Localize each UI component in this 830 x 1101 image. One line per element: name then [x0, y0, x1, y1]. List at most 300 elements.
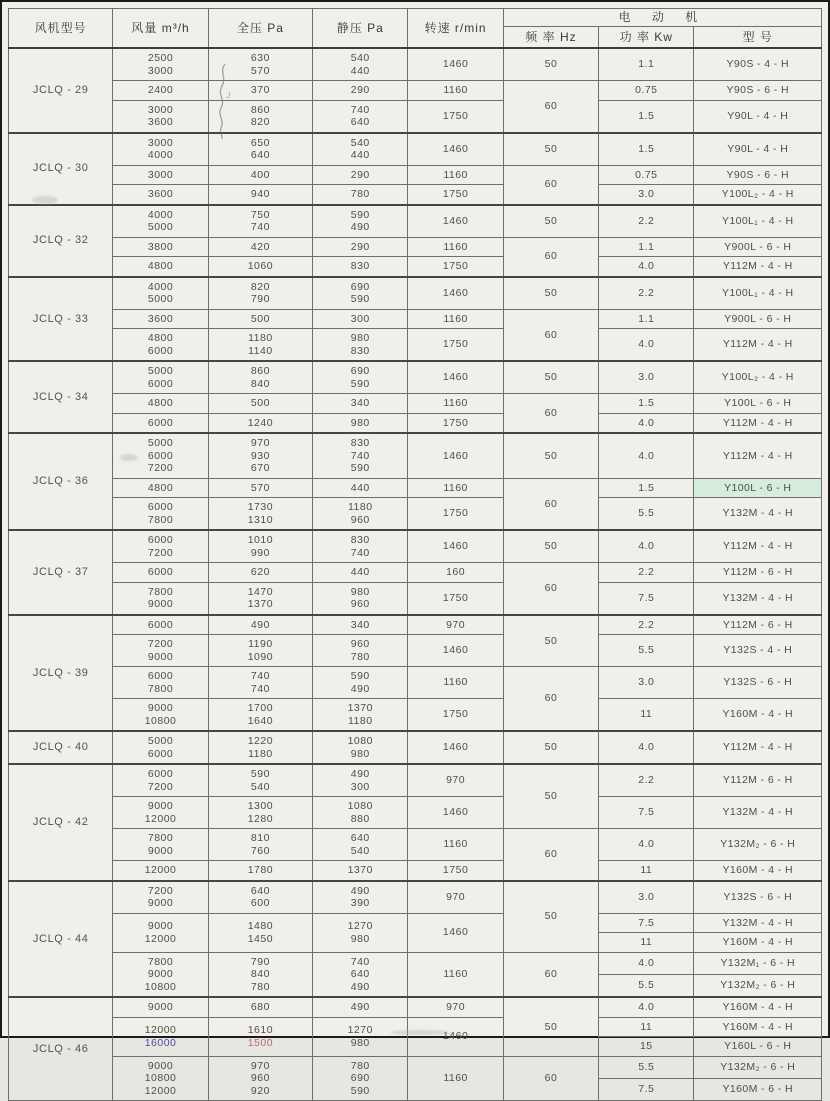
total-pressure-cell: 1220 1180 — [208, 731, 312, 764]
table-row — [9, 413, 822, 433]
frequency-cell: 50 — [503, 764, 598, 829]
table-row — [9, 394, 822, 414]
frequency-cell: 60 — [503, 165, 598, 205]
speed-cell: 1750 — [408, 582, 503, 615]
frequency-cell: 60 — [503, 563, 598, 615]
motor-model-cell: Y112M - 4 - H — [694, 731, 822, 764]
table-row — [9, 530, 822, 563]
total-pressure-cell: 640 600 — [208, 881, 312, 914]
table-row — [9, 582, 822, 615]
air-volume-cell: 6000 7800 — [113, 498, 208, 531]
header-motor-model: 型 号 — [694, 26, 822, 48]
table-row — [9, 861, 822, 881]
speed-cell: 1460 — [408, 361, 503, 394]
speed-cell: 1750 — [408, 498, 503, 531]
speed-cell: 1750 — [408, 413, 503, 433]
header-motor-group: 电 动 机 — [503, 9, 821, 27]
power-cell: 7.5 — [599, 913, 694, 933]
static-pressure-cell: 740 640 490 — [313, 952, 408, 997]
speed-cell: 970 — [408, 764, 503, 797]
table-row — [9, 667, 822, 699]
power-cell: 1.5 — [599, 100, 694, 133]
motor-model-cell: Y900L - 6 - H — [694, 237, 822, 257]
motor-model-cell: Y112M - 4 - H — [694, 530, 822, 563]
frequency-cell: 60 — [503, 1056, 598, 1101]
air-volume-cell: 7800 9000 — [113, 829, 208, 861]
motor-model-cell: Y160M - 4 - H — [694, 933, 822, 953]
table-row — [9, 498, 822, 531]
motor-model-cell: Y132M₂ - 6 - H — [694, 974, 822, 997]
speed-cell: 1460 — [408, 277, 503, 310]
header-air-volume: 风量 m³/h — [113, 9, 208, 49]
header-frequency: 频 率 Hz — [503, 26, 598, 48]
total-pressure-cell: 1780 — [208, 861, 312, 881]
air-volume-cell: 9000 10800 — [113, 699, 208, 732]
motor-model-cell: Y90L - 4 - H — [694, 133, 822, 166]
table-row — [9, 1056, 822, 1078]
power-cell: 1.1 — [599, 309, 694, 329]
table-row — [9, 48, 822, 81]
frequency-cell: 60 — [503, 478, 598, 530]
motor-model-cell: Y132M₂ - 6 - H — [694, 1056, 822, 1078]
table-row — [9, 100, 822, 133]
frequency-cell: 50 — [503, 731, 598, 764]
frequency-cell: 50 — [503, 433, 598, 478]
air-volume-cell: 3000 4000 — [113, 133, 208, 166]
total-pressure-cell: 810 760 — [208, 829, 312, 861]
total-pressure-cell: 420 — [208, 237, 312, 257]
speed-cell: 1750 — [408, 329, 503, 362]
motor-model-cell: Y160M - 4 - H — [694, 1017, 822, 1037]
frequency-cell: 60 — [503, 81, 598, 133]
frequency-cell: 50 — [503, 997, 598, 1056]
total-pressure-cell: 1700 1640 — [208, 699, 312, 732]
table-row — [9, 478, 822, 498]
speed-cell: 1460 — [408, 1017, 503, 1056]
speed-cell: 1460 — [408, 133, 503, 166]
power-cell: 4.0 — [599, 952, 694, 974]
power-cell: 3.0 — [599, 881, 694, 914]
fan-spec-table — [8, 8, 822, 1101]
air-volume-cell: 3600 — [113, 185, 208, 205]
motor-model-cell: Y90S - 6 - H — [694, 165, 822, 185]
air-volume-cell: 12000 — [113, 861, 208, 881]
static-pressure-cell: 640 540 — [313, 829, 408, 861]
power-cell: 4.0 — [599, 829, 694, 861]
static-pressure-cell: 540 440 — [313, 133, 408, 166]
table-row — [9, 185, 822, 205]
table-row — [9, 797, 822, 829]
power-cell: 2.2 — [599, 764, 694, 797]
table-row — [9, 635, 822, 667]
table-row — [9, 829, 822, 861]
power-cell: 2.2 — [599, 277, 694, 310]
total-pressure-cell: 1480 1450 — [208, 913, 312, 952]
air-volume-cell: 4800 — [113, 478, 208, 498]
table-row — [9, 133, 822, 166]
power-cell: 4.0 — [599, 997, 694, 1017]
air-volume-cell: 4800 — [113, 257, 208, 277]
total-pressure-cell: 630 570 — [208, 48, 312, 81]
motor-model-cell: Y100L - 6 - H — [694, 478, 822, 498]
table-row — [9, 563, 822, 583]
speed-cell: 1160 — [408, 309, 503, 329]
total-pressure-cell: 1180 1140 — [208, 329, 312, 362]
table-row — [9, 615, 822, 635]
speed-cell: 1160 — [408, 829, 503, 861]
air-volume-cell: 6000 7200 — [113, 764, 208, 797]
motor-model-cell: Y112M - 4 - H — [694, 433, 822, 478]
air-volume-cell: 9000 12000 — [113, 797, 208, 829]
power-cell: 11 — [599, 699, 694, 732]
table-row — [9, 205, 822, 238]
frequency-cell: 60 — [503, 667, 598, 732]
fan-model-cell: JCLQ - 46 — [9, 997, 113, 1101]
static-pressure-cell: 780 690 590 — [313, 1056, 408, 1101]
motor-model-cell: Y132M - 4 - H — [694, 582, 822, 615]
motor-model-cell: Y132M₁ - 6 - H — [694, 952, 822, 974]
speed-cell: 1160 — [408, 394, 503, 414]
static-pressure-cell: 690 590 — [313, 277, 408, 310]
static-pressure-cell: 440 — [313, 563, 408, 583]
motor-model-cell: Y132M - 4 - H — [694, 913, 822, 933]
static-pressure-cell: 490 300 — [313, 764, 408, 797]
air-volume-cell: 4000 5000 — [113, 205, 208, 238]
static-pressure-cell: 980 830 — [313, 329, 408, 362]
total-pressure-cell: 970 960 920 — [208, 1056, 312, 1101]
speed-cell: 970 — [408, 881, 503, 914]
speed-cell: 1160 — [408, 667, 503, 699]
total-pressure-cell: 860 840 — [208, 361, 312, 394]
static-pressure-cell: 980 — [313, 413, 408, 433]
table-row — [9, 731, 822, 764]
air-volume-cell: 3000 — [113, 165, 208, 185]
static-pressure-cell: 290 — [313, 81, 408, 101]
speed-cell: 1460 — [408, 731, 503, 764]
static-pressure-cell: 1370 1180 — [313, 699, 408, 732]
static-pressure-cell: 830 740 — [313, 530, 408, 563]
air-volume-cell: 3800 — [113, 237, 208, 257]
motor-model-cell: Y132S - 6 - H — [694, 667, 822, 699]
motor-model-cell: Y132S - 6 - H — [694, 881, 822, 914]
air-volume-cell: 4800 6000 — [113, 329, 208, 362]
air-volume-cell: 6000 7200 — [113, 530, 208, 563]
header-fan-model: 风机型号 — [9, 9, 113, 49]
air-volume-cell: 3600 — [113, 309, 208, 329]
fan-model-cell: JCLQ - 37 — [9, 530, 113, 615]
table-row — [9, 81, 822, 101]
power-cell: 7.5 — [599, 797, 694, 829]
table-row — [9, 699, 822, 732]
motor-model-cell: Y112M - 6 - H — [694, 563, 822, 583]
static-pressure-cell: 490 — [313, 997, 408, 1017]
power-cell: 4.0 — [599, 530, 694, 563]
power-cell: 4.0 — [599, 433, 694, 478]
total-pressure-cell: 500 — [208, 309, 312, 329]
air-volume-cell: 7800 9000 10800 — [113, 952, 208, 997]
total-pressure-cell: 1610 1500 — [208, 1017, 312, 1056]
table-row — [9, 997, 822, 1017]
speed-cell: 1160 — [408, 952, 503, 997]
frequency-cell: 50 — [503, 361, 598, 394]
power-cell: 0.75 — [599, 81, 694, 101]
total-pressure-cell: 370 — [208, 81, 312, 101]
air-volume-cell: 5000 6000 — [113, 731, 208, 764]
total-pressure-cell: 970 930 670 — [208, 433, 312, 478]
air-volume-cell: 6000 7800 — [113, 667, 208, 699]
power-cell: 11 — [599, 1017, 694, 1037]
total-pressure-cell: 490 — [208, 615, 312, 635]
power-cell: 11 — [599, 933, 694, 953]
power-cell: 5.5 — [599, 1056, 694, 1078]
air-volume-cell: 4800 — [113, 394, 208, 414]
static-pressure-cell: 830 — [313, 257, 408, 277]
motor-model-cell: Y160M - 4 - H — [694, 997, 822, 1017]
table-row — [9, 952, 822, 974]
power-cell: 1.5 — [599, 394, 694, 414]
motor-model-cell: Y90S - 6 - H — [694, 81, 822, 101]
speed-cell: 1160 — [408, 237, 503, 257]
motor-model-cell: Y90S - 4 - H — [694, 48, 822, 81]
total-pressure-cell: 680 — [208, 997, 312, 1017]
motor-model-cell: Y132S - 4 - H — [694, 635, 822, 667]
motor-model-cell: Y132M₂ - 6 - H — [694, 829, 822, 861]
motor-model-cell: Y100L₂ - 4 - H — [694, 185, 822, 205]
motor-model-cell: Y112M - 4 - H — [694, 257, 822, 277]
air-volume-cell: 6000 — [113, 563, 208, 583]
frequency-cell: 50 — [503, 881, 598, 953]
header-speed: 转速 r/min — [408, 9, 503, 49]
air-volume-cell: 12000 16000 — [113, 1017, 208, 1056]
total-pressure-cell: 1190 1090 — [208, 635, 312, 667]
table-row — [9, 237, 822, 257]
air-volume-cell: 3000 3600 — [113, 100, 208, 133]
table-body — [9, 48, 822, 1101]
frequency-cell: 50 — [503, 133, 598, 166]
static-pressure-cell: 1270 980 — [313, 1017, 408, 1056]
air-volume-cell: 6000 — [113, 413, 208, 433]
speed-cell: 1160 — [408, 81, 503, 101]
air-volume-cell: 9000 10800 12000 — [113, 1056, 208, 1101]
speed-cell: 1460 — [408, 530, 503, 563]
table-row — [9, 329, 822, 362]
speed-cell: 1460 — [408, 797, 503, 829]
air-volume-cell: 7200 9000 — [113, 635, 208, 667]
total-pressure-cell: 860 820 — [208, 100, 312, 133]
frequency-cell: 60 — [503, 394, 598, 434]
static-pressure-cell: 540 440 — [313, 48, 408, 81]
motor-model-cell: Y90L - 4 - H — [694, 100, 822, 133]
power-cell: 1.5 — [599, 133, 694, 166]
motor-model-cell: Y100L₂ - 4 - H — [694, 361, 822, 394]
table-row — [9, 257, 822, 277]
total-pressure-cell: 820 790 — [208, 277, 312, 310]
motor-model-cell: Y112M - 6 - H — [694, 615, 822, 635]
total-pressure-cell: 790 840 780 — [208, 952, 312, 997]
motor-model-cell: Y112M - 6 - H — [694, 764, 822, 797]
total-pressure-cell: 940 — [208, 185, 312, 205]
speed-cell: 1160 — [408, 1056, 503, 1101]
speed-cell: 1460 — [408, 913, 503, 952]
power-cell: 11 — [599, 861, 694, 881]
frequency-cell: 50 — [503, 277, 598, 310]
total-pressure-cell: 740 740 — [208, 667, 312, 699]
power-cell: 4.0 — [599, 257, 694, 277]
fan-model-cell: JCLQ - 44 — [9, 881, 113, 998]
table-row — [9, 165, 822, 185]
speed-cell: 160 — [408, 563, 503, 583]
power-cell: 1.1 — [599, 237, 694, 257]
power-cell: 0.75 — [599, 165, 694, 185]
power-cell: 1.1 — [599, 48, 694, 81]
air-volume-cell: 2500 3000 — [113, 48, 208, 81]
static-pressure-cell: 590 490 — [313, 205, 408, 238]
frequency-cell: 60 — [503, 829, 598, 881]
static-pressure-cell: 1080 880 — [313, 797, 408, 829]
static-pressure-cell: 740 640 — [313, 100, 408, 133]
total-pressure-cell: 620 — [208, 563, 312, 583]
total-pressure-cell: 650 640 — [208, 133, 312, 166]
speed-cell: 1750 — [408, 185, 503, 205]
air-volume-cell: 5000 6000 7200 — [113, 433, 208, 478]
motor-model-cell: Y900L - 6 - H — [694, 309, 822, 329]
table-row — [9, 1017, 822, 1037]
frequency-cell: 50 — [503, 205, 598, 238]
fan-model-cell: JCLQ - 32 — [9, 205, 113, 277]
power-cell: 3.0 — [599, 667, 694, 699]
fan-model-cell: JCLQ - 40 — [9, 731, 113, 764]
power-cell: 5.5 — [599, 635, 694, 667]
speed-cell: 1460 — [408, 48, 503, 81]
frequency-cell: 60 — [503, 309, 598, 361]
power-cell: 5.5 — [599, 498, 694, 531]
static-pressure-cell: 780 — [313, 185, 408, 205]
static-pressure-cell: 340 — [313, 394, 408, 414]
frequency-cell: 50 — [503, 615, 598, 667]
speed-cell: 1750 — [408, 257, 503, 277]
air-volume-cell: 6000 — [113, 615, 208, 635]
static-pressure-cell: 590 490 — [313, 667, 408, 699]
table-row — [9, 913, 822, 933]
static-pressure-cell: 290 — [313, 165, 408, 185]
air-volume-cell: 7800 9000 — [113, 582, 208, 615]
power-cell: 4.0 — [599, 731, 694, 764]
static-pressure-cell: 490 390 — [313, 881, 408, 914]
power-cell: 15 — [599, 1037, 694, 1057]
motor-model-cell: Y112M - 4 - H — [694, 413, 822, 433]
motor-model-cell: Y160L - 6 - H — [694, 1037, 822, 1057]
air-volume-cell: 9000 12000 — [113, 913, 208, 952]
header-static-pressure: 静压 Pa — [313, 9, 408, 49]
table-row — [9, 881, 822, 914]
motor-model-cell: Y132M - 4 - H — [694, 797, 822, 829]
power-cell: 5.5 — [599, 974, 694, 997]
power-cell: 2.2 — [599, 563, 694, 583]
speed-cell: 1750 — [408, 699, 503, 732]
total-pressure-cell: 500 — [208, 394, 312, 414]
speed-cell: 1460 — [408, 205, 503, 238]
total-pressure-cell: 1060 — [208, 257, 312, 277]
power-cell: 4.0 — [599, 413, 694, 433]
fan-model-cell: JCLQ - 34 — [9, 361, 113, 433]
static-pressure-cell: 1180 960 — [313, 498, 408, 531]
fan-model-cell: JCLQ - 39 — [9, 615, 113, 732]
table-row — [9, 309, 822, 329]
fan-model-cell: JCLQ - 42 — [9, 764, 113, 881]
static-pressure-cell: 980 960 — [313, 582, 408, 615]
frequency-cell: 60 — [503, 952, 598, 997]
total-pressure-cell: 400 — [208, 165, 312, 185]
motor-model-cell: Y160M - 4 - H — [694, 861, 822, 881]
air-volume-cell: 5000 6000 — [113, 361, 208, 394]
table-header — [9, 9, 822, 49]
total-pressure-cell: 1730 1310 — [208, 498, 312, 531]
total-pressure-cell: 1300 1280 — [208, 797, 312, 829]
static-pressure-cell: 1270 980 — [313, 913, 408, 952]
static-pressure-cell: 1080 980 — [313, 731, 408, 764]
static-pressure-cell: 830 740 590 — [313, 433, 408, 478]
table-row — [9, 764, 822, 797]
header-total-pressure: 全压 Pa — [208, 9, 312, 49]
power-cell: 7.5 — [599, 1078, 694, 1100]
fan-model-cell: JCLQ - 33 — [9, 277, 113, 362]
total-pressure-cell: 1240 — [208, 413, 312, 433]
static-pressure-cell: 690 590 — [313, 361, 408, 394]
speed-cell: 1160 — [408, 165, 503, 185]
table-row — [9, 361, 822, 394]
motor-model-cell: Y160M - 4 - H — [694, 699, 822, 732]
power-cell: 1.5 — [599, 478, 694, 498]
static-pressure-cell: 290 — [313, 237, 408, 257]
fan-model-cell: JCLQ - 29 — [9, 48, 113, 133]
total-pressure-cell: 750 740 — [208, 205, 312, 238]
frequency-cell: 50 — [503, 530, 598, 563]
motor-model-cell: Y160M - 6 - H — [694, 1078, 822, 1100]
frequency-cell: 50 — [503, 48, 598, 81]
static-pressure-cell: 960 780 — [313, 635, 408, 667]
motor-model-cell: Y100L₁ - 4 - H — [694, 205, 822, 238]
air-volume-cell: 4000 5000 — [113, 277, 208, 310]
speed-cell: 1160 — [408, 478, 503, 498]
power-cell: 4.0 — [599, 329, 694, 362]
total-pressure-cell: 1010 990 — [208, 530, 312, 563]
air-volume-cell: 2400 — [113, 81, 208, 101]
total-pressure-cell: 570 — [208, 478, 312, 498]
power-cell: 3.0 — [599, 361, 694, 394]
power-cell: 2.2 — [599, 205, 694, 238]
speed-cell: 1750 — [408, 100, 503, 133]
total-pressure-cell: 1470 1370 — [208, 582, 312, 615]
total-pressure-cell: 590 540 — [208, 764, 312, 797]
motor-model-cell: Y112M - 4 - H — [694, 329, 822, 362]
static-pressure-cell: 440 — [313, 478, 408, 498]
motor-model-cell: Y132M - 4 - H — [694, 498, 822, 531]
table-row — [9, 433, 822, 478]
fan-model-cell: JCLQ - 30 — [9, 133, 113, 205]
speed-cell: 970 — [408, 997, 503, 1017]
motor-model-cell: Y100L - 6 - H — [694, 394, 822, 414]
power-cell: 2.2 — [599, 615, 694, 635]
air-volume-cell: 7200 9000 — [113, 881, 208, 914]
static-pressure-cell: 1370 — [313, 861, 408, 881]
table-row — [9, 277, 822, 310]
power-cell: 7.5 — [599, 582, 694, 615]
air-volume-cell: 9000 — [113, 997, 208, 1017]
static-pressure-cell: 340 — [313, 615, 408, 635]
speed-cell: 1750 — [408, 861, 503, 881]
speed-cell: 970 — [408, 615, 503, 635]
speed-cell: 1460 — [408, 433, 503, 478]
